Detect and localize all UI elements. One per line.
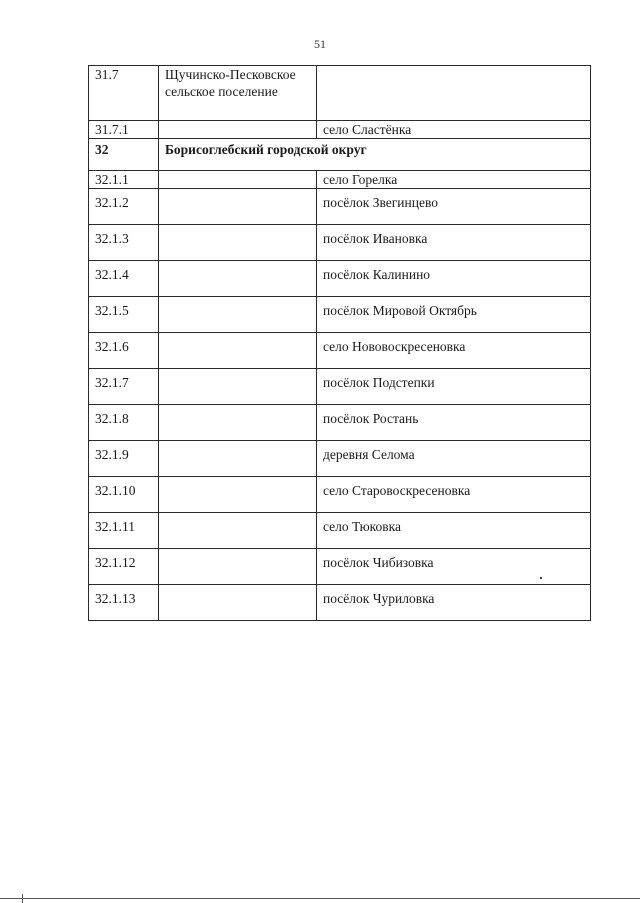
district-cell — [159, 513, 317, 549]
locality-cell: село Тюковка — [317, 513, 591, 549]
table-row — [89, 261, 591, 297]
page-number: 51 — [314, 37, 326, 51]
locality-cell: посёлок Чуриловка — [317, 585, 591, 621]
district-cell — [159, 189, 317, 225]
code-cell: 32.1.3 — [89, 225, 159, 261]
locality-cell: посёлок Подстепки — [317, 369, 591, 405]
district-cell — [159, 225, 317, 261]
locality-cell: посёлок Мировой Октябрь — [317, 297, 591, 333]
table-row — [89, 139, 591, 171]
district-cell — [159, 405, 317, 441]
settlements-table — [88, 65, 591, 621]
district-cell — [159, 121, 317, 139]
table-row — [89, 477, 591, 513]
table-row — [89, 549, 591, 585]
code-cell: 32.1.6 — [89, 333, 159, 369]
locality-cell: деревня Селома — [317, 441, 591, 477]
district-heading: Борисоглебский городской округ — [159, 139, 591, 171]
table-row — [89, 66, 591, 121]
table-row — [89, 585, 591, 621]
locality-cell: село Горелка — [317, 171, 591, 189]
locality-cell — [317, 66, 591, 121]
locality-cell: посёлок Звегинцево — [317, 189, 591, 225]
code-cell: 32.1.5 — [89, 297, 159, 333]
district-cell — [159, 261, 317, 297]
code-cell: 32.1.1 — [89, 171, 159, 189]
district-cell — [159, 333, 317, 369]
table-row — [89, 121, 591, 139]
table-row — [89, 297, 591, 333]
district-cell — [159, 369, 317, 405]
scan-artifact-dot — [540, 577, 542, 579]
district-cell — [159, 477, 317, 513]
locality-cell: посёлок Чибизовка — [317, 549, 591, 585]
locality-cell: посёлок Ивановка — [317, 225, 591, 261]
table-row — [89, 369, 591, 405]
code-cell: 32.1.7 — [89, 369, 159, 405]
code-cell: 32.1.10 — [89, 477, 159, 513]
district-cell — [159, 441, 317, 477]
code-cell: 32 — [89, 139, 159, 171]
table-row — [89, 189, 591, 225]
table-row — [89, 513, 591, 549]
table-row — [89, 333, 591, 369]
code-cell: 32.1.4 — [89, 261, 159, 297]
code-cell: 32.1.2 — [89, 189, 159, 225]
code-cell: 32.1.9 — [89, 441, 159, 477]
table-row — [89, 171, 591, 189]
locality-cell: село Нововоскресеновка — [317, 333, 591, 369]
locality-cell: село Сластёнка — [317, 121, 591, 139]
locality-cell: посёлок Ростань — [317, 405, 591, 441]
code-cell: 32.1.12 — [89, 549, 159, 585]
bottom-edge-line — [0, 898, 640, 899]
district-cell — [159, 171, 317, 189]
bottom-edge-tick — [22, 894, 23, 903]
table-row — [89, 441, 591, 477]
table-row — [89, 405, 591, 441]
code-cell: 32.1.8 — [89, 405, 159, 441]
district-cell — [159, 297, 317, 333]
district-cell — [159, 549, 317, 585]
locality-cell: село Старовоскресеновка — [317, 477, 591, 513]
district-cell — [159, 585, 317, 621]
code-cell: 31.7 — [89, 66, 159, 121]
code-cell: 31.7.1 — [89, 121, 159, 139]
table-row — [89, 225, 591, 261]
code-cell: 32.1.11 — [89, 513, 159, 549]
district-cell: Щучинско-Песковское сельское поселение — [159, 66, 317, 121]
locality-cell: посёлок Калинино — [317, 261, 591, 297]
code-cell: 32.1.13 — [89, 585, 159, 621]
